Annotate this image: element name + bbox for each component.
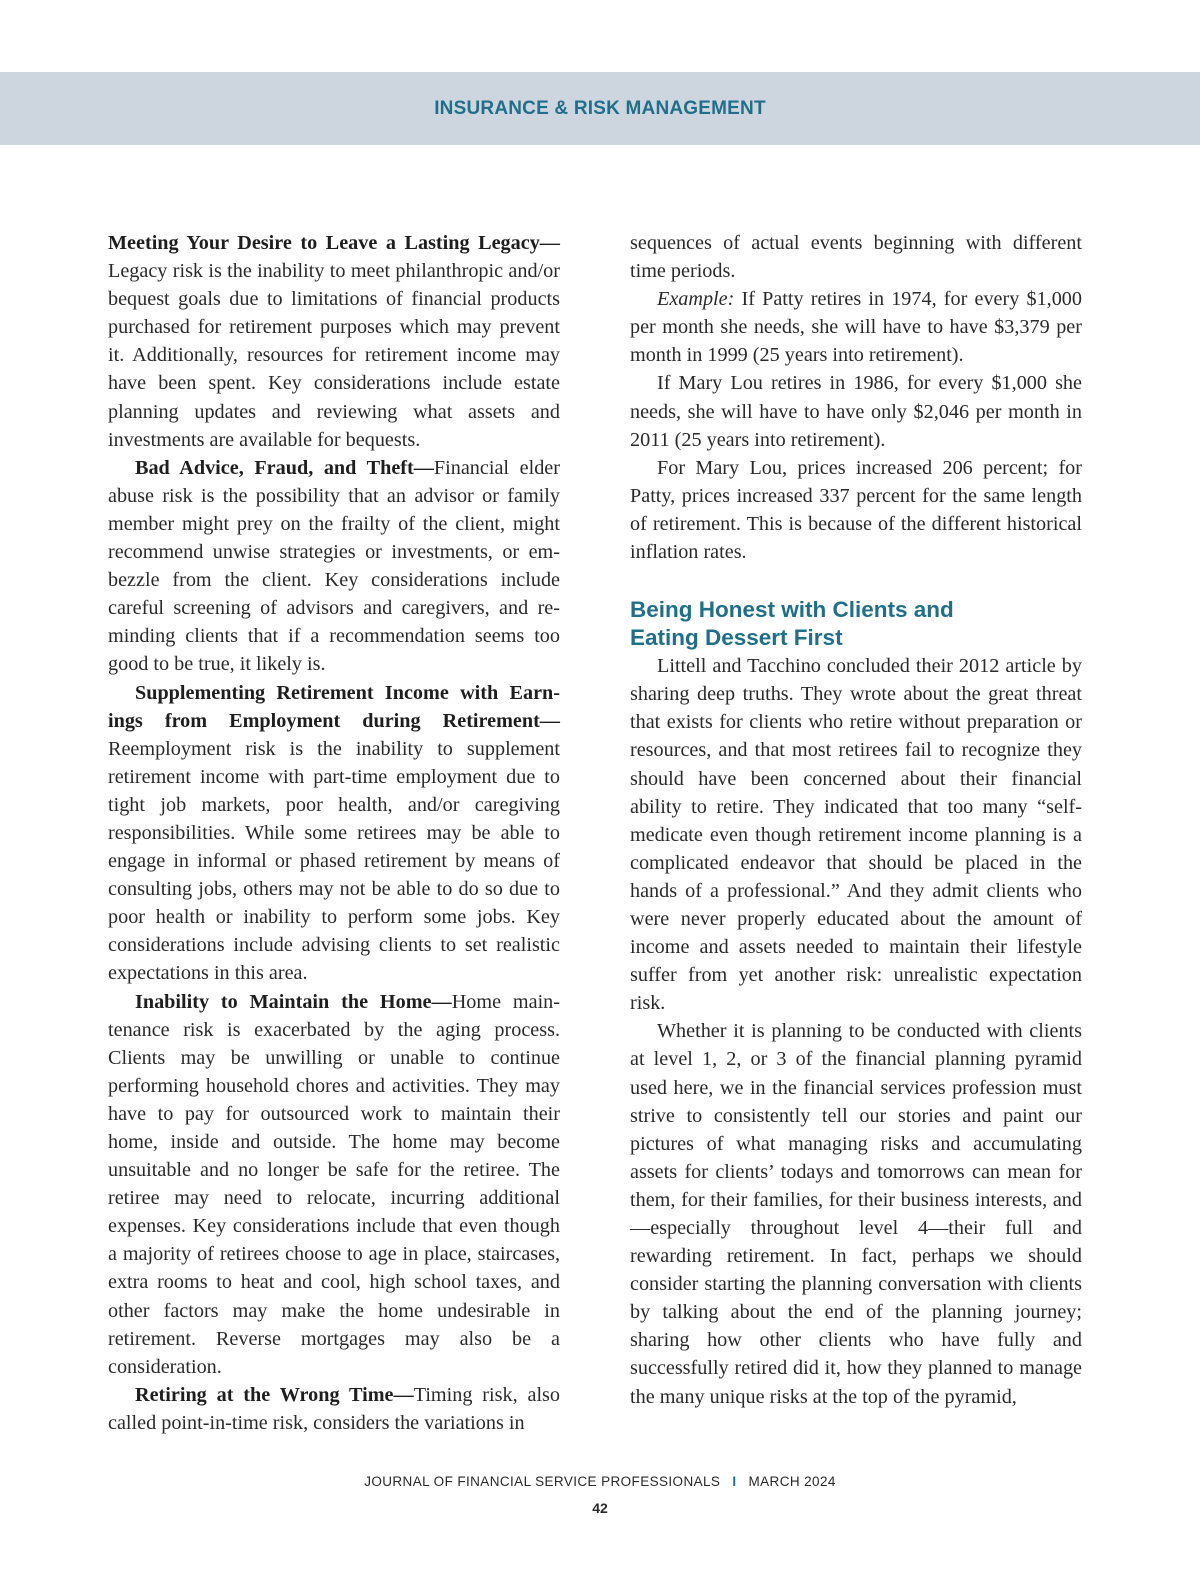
- paragraph-mary-lou: If Mary Lou retires in 1986, for every $1,000 she needs, she will have to have only $2,046 per month in 2011 (25 years into retirement).: [630, 372, 1082, 451]
- example-text: If Patty retires in 1974, for every $1,000 per month she needs, she will have to have $3,379 per month in 1999 (25 years into retirement).: [630, 288, 1082, 367]
- paragraph-home-maintenance: [108, 988, 560, 1381]
- paragraph-littell: Littell and Tacchino concluded their 2012 article by sharing deep truths. They wrote about the great threat that exists for clients who retire without preparation or resources, and that most retirees fail to recognize they should have been concerned about their financial ability to retire. They indicated that too many “self-medicate even though retirement income planning is a complicated endeavor that should be placed in the hands of a professional.” And they admit clients who were never properly educated about the amount of income and assets needed to maintain their lifestyle suffer from yet another risk: unrealistic expectation risk.: [630, 655, 1082, 1015]
- paragraph-timing: [108, 1381, 560, 1437]
- paragraph-text: Timing risk, also called point-in-time risk, considers the variations in: [108, 1383, 560, 1434]
- paragraph-prices: For Mary Lou, prices increased 206 percent; for Patty, prices increased 337 percent for the same length of retirement. This is because of the different historical inflation rates.: [630, 456, 1082, 564]
- paragraph-reemployment: [108, 679, 560, 988]
- issue-date: MARCH 2024: [748, 1474, 836, 1489]
- paragraph-text: Financial elder abuse risk is the possibility that an advisor or family member might prey on the frailty of the client, might recommend unwise strategies or investments, or embezzle from the client. Key considerations include careful screening of advisors and caregivers, and reminding clients that if a recommendation seems too good to be true, it likely is.: [108, 456, 560, 676]
- example-label: Example:: [657, 288, 735, 311]
- paragraph-lead: Supplementing Retirement Income with Earnings from Employment during Retirement—: [108, 681, 560, 732]
- paragraph-legacy: [108, 229, 560, 454]
- page-number: 42: [592, 1500, 608, 1516]
- paragraph-text: Home maintenance risk is exacerbated by the aging process. Clients may be unwilling or unable to continue performing household chores and activities. They may have to pay for outsourced work to maintain their home, inside and outside. The home may become unsuitable and no longer be safe for the retiree. The retiree may need to relocate, incurring additional expenses. Key considerations include that even though a majority of retirees choose to age in place, staircases, extra rooms to heat and cool, high school taxes, and other factors may make the home undesirable in retirement. Reverse mortgages may also be a consideration.: [108, 990, 561, 1378]
- right-column: [630, 229, 1082, 1411]
- paragraph-fraud: [108, 454, 560, 679]
- footer-separator: I: [732, 1474, 737, 1489]
- paragraph-lead: Meeting Your Desire to Leave a Lasting Legacy—: [108, 232, 560, 254]
- heading-line-2: Eating Dessert First: [630, 625, 843, 651]
- left-column: [108, 229, 560, 1437]
- paragraph-lead: Bad Advice, Fraud, and Theft—: [135, 456, 434, 479]
- paragraph-text: Legacy risk is the inability to meet philanthropic and/or bequest goals due to limitations of financial products purchased for retirement purposes which may prevent it. Additionally, resources for retirement income may have been spent. Key considerations include estate planning updates and reviewing what assets and investments are available for bequests.: [108, 260, 560, 451]
- footer: [0, 1474, 1200, 1489]
- paragraph-lead: Inability to Maintain the Home—: [135, 990, 452, 1013]
- paragraph-lead: Retiring at the Wrong Time—: [135, 1383, 414, 1406]
- paragraph-text: Reemployment risk is the inability to supplement retirement income with part-time employment due to tight job markets, poor health, and/or caregiving responsibilities. While some retirees may be able to engage in informal or phased retirement by means of consulting jobs, others may not be able to do so due to poor health or inability to perform some jobs. Key considerations include advising clients to set realistic expectations in this area.: [108, 737, 560, 985]
- section-banner: [0, 72, 1200, 145]
- section-title: INSURANCE & RISK MANAGEMENT: [434, 97, 766, 119]
- paragraph-example: [630, 285, 1082, 369]
- heading-line-1: Being Honest with Clients and: [630, 597, 954, 623]
- section-heading: [630, 596, 1082, 652]
- journal-name: JOURNAL OF FINANCIAL SERVICE PROFESSIONALS: [364, 1474, 721, 1489]
- paragraph-continuation: sequences of actual events beginning with different time periods.: [630, 232, 1082, 283]
- paragraph-whether: Whether it is planning to be conducted with clients at level 1, 2, or 3 of the financial planning pyramid used here, we in the financial services profession must strive to consistently tell our stories and paint our pictures of what managing risks and accumulating assets for clients’ todays and tomorrows can mean for them, for their families, for their business interests, and—especially throughout level 4—their full and rewarding retirement. In fact, perhaps we should consider starting the planning conversation with clients by talking about the end of the planning journey; sharing how other clients who have fully and successfully retired did it, how they planned to manage the many unique risks at the top of the pyramid,: [630, 1020, 1082, 1408]
